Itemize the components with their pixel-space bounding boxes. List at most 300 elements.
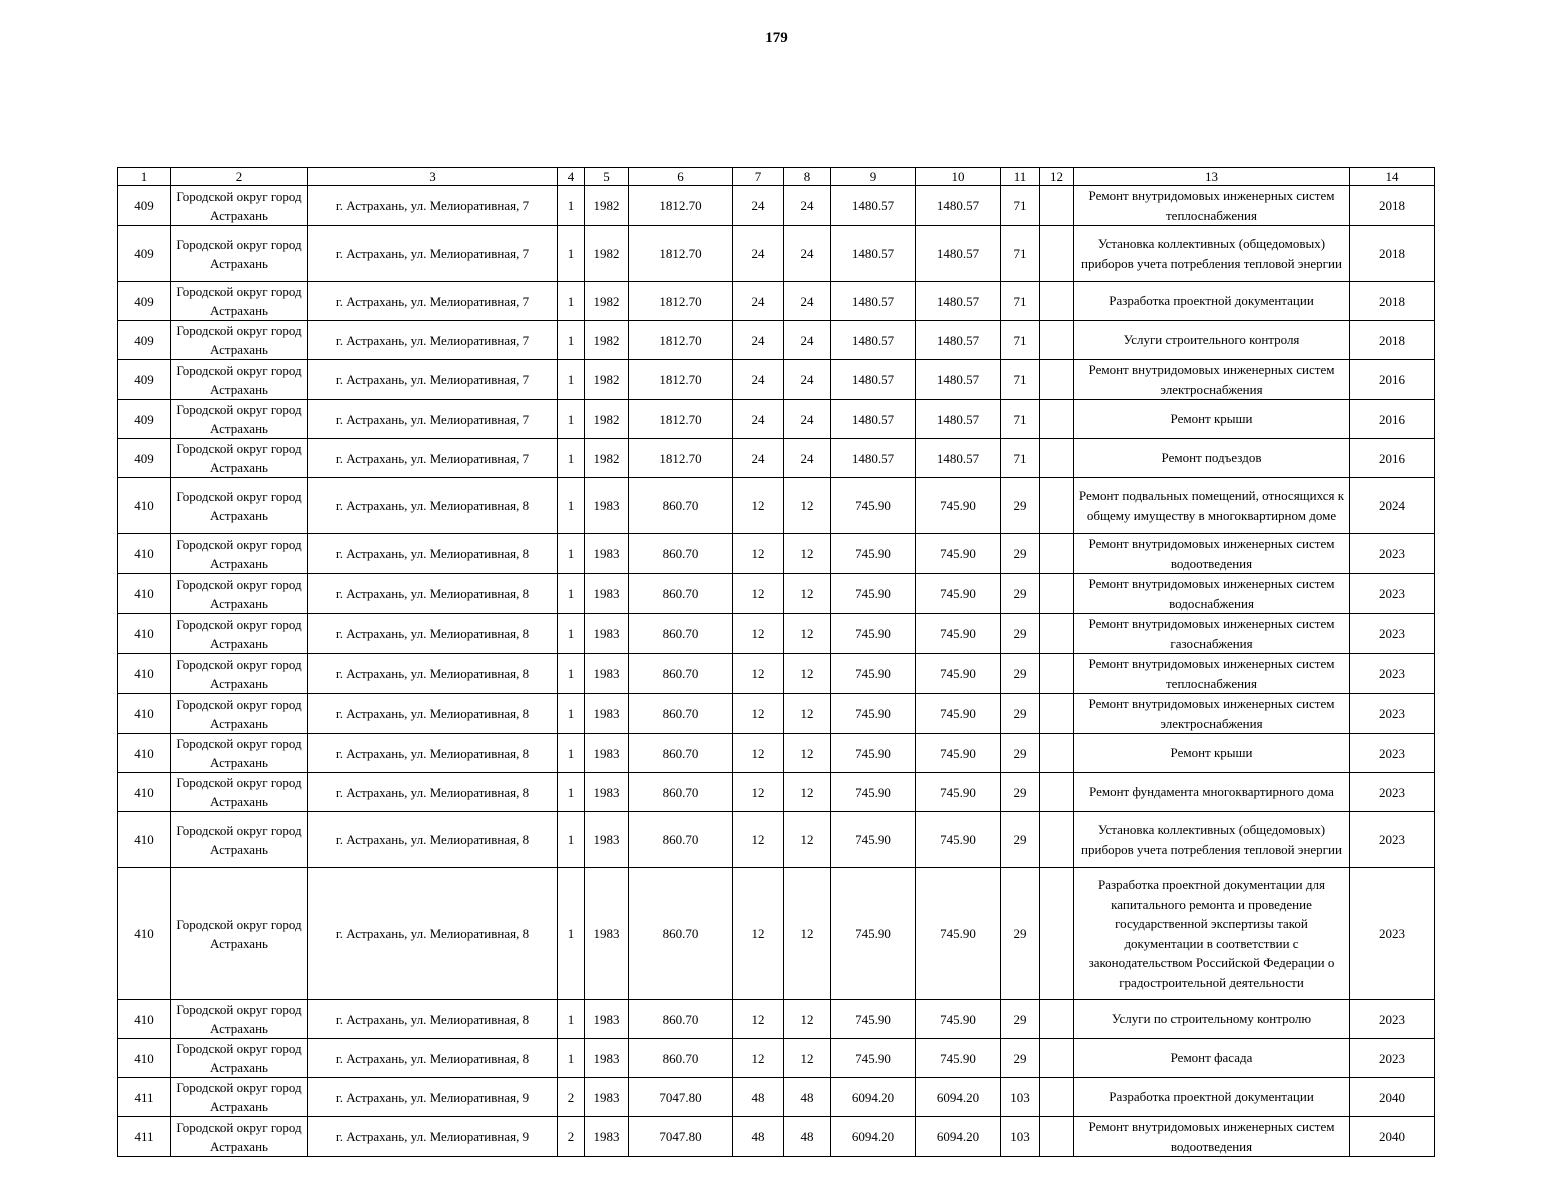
cell-col-14: 2023: [1350, 734, 1435, 773]
cell-col-8: 12: [784, 614, 831, 654]
cell-col-4: 1: [558, 574, 585, 614]
cell-col-9: 1480.57: [831, 226, 916, 282]
cell-col-3: г. Астрахань, ул. Мелиоративная, 8: [308, 574, 558, 614]
column-header-14: 14: [1350, 168, 1435, 186]
cell-col-7: 12: [733, 812, 784, 868]
cell-col-4: 1: [558, 1000, 585, 1039]
column-header-4: 4: [558, 168, 585, 186]
cell-col-12: [1040, 226, 1074, 282]
cell-col-12: [1040, 439, 1074, 478]
cell-col-9: 745.90: [831, 654, 916, 694]
cell-col-8: 24: [784, 360, 831, 400]
cell-col-6: 7047.80: [629, 1078, 733, 1117]
cell-col-12: [1040, 773, 1074, 812]
cell-col-9: 1480.57: [831, 360, 916, 400]
cell-col-11: 29: [1001, 812, 1040, 868]
cell-col-1: 409: [118, 186, 171, 226]
cell-col-6: 1812.70: [629, 186, 733, 226]
cell-col-2: Городской округ город Астрахань: [171, 282, 308, 321]
cell-col-6: 860.70: [629, 868, 733, 1000]
cell-col-8: 24: [784, 400, 831, 439]
cell-col-4: 1: [558, 1039, 585, 1078]
cell-col-1: 410: [118, 812, 171, 868]
cell-col-6: 860.70: [629, 574, 733, 614]
cell-col-6: 860.70: [629, 1039, 733, 1078]
cell-col-6: 860.70: [629, 534, 733, 574]
cell-col-10: 745.90: [916, 654, 1001, 694]
table-row: [118, 226, 1435, 282]
cell-col-11: 71: [1001, 439, 1040, 478]
cell-col-13: Ремонт внутридомовых инженерных систем электроснабжения: [1074, 360, 1350, 400]
column-header-13: 13: [1074, 168, 1350, 186]
cell-col-1: 409: [118, 226, 171, 282]
cell-col-12: [1040, 1039, 1074, 1078]
cell-col-5: 1982: [585, 186, 629, 226]
cell-col-1: 410: [118, 1000, 171, 1039]
cell-col-8: 12: [784, 734, 831, 773]
cell-col-11: 29: [1001, 734, 1040, 773]
cell-col-3: г. Астрахань, ул. Мелиоративная, 8: [308, 773, 558, 812]
cell-col-3: г. Астрахань, ул. Мелиоративная, 8: [308, 654, 558, 694]
cell-col-6: 1812.70: [629, 321, 733, 360]
column-header-7: 7: [733, 168, 784, 186]
cell-col-5: 1983: [585, 478, 629, 534]
cell-col-7: 24: [733, 282, 784, 321]
cell-col-5: 1983: [585, 868, 629, 1000]
cell-col-14: 2018: [1350, 321, 1435, 360]
cell-col-8: 24: [784, 439, 831, 478]
cell-col-12: [1040, 282, 1074, 321]
cell-col-10: 745.90: [916, 1039, 1001, 1078]
cell-col-6: 860.70: [629, 1000, 733, 1039]
cell-col-5: 1983: [585, 534, 629, 574]
cell-col-5: 1983: [585, 734, 629, 773]
cell-col-8: 12: [784, 868, 831, 1000]
cell-col-5: 1982: [585, 226, 629, 282]
cell-col-11: 29: [1001, 694, 1040, 734]
cell-col-10: 1480.57: [916, 400, 1001, 439]
cell-col-11: 29: [1001, 1039, 1040, 1078]
cell-col-10: 745.90: [916, 534, 1001, 574]
cell-col-4: 1: [558, 282, 585, 321]
cell-col-2: Городской округ город Астрахань: [171, 773, 308, 812]
cell-col-8: 24: [784, 282, 831, 321]
cell-col-2: Городской округ город Астрахань: [171, 534, 308, 574]
column-header-2: 2: [171, 168, 308, 186]
cell-col-13: Ремонт подъездов: [1074, 439, 1350, 478]
cell-col-2: Городской округ город Астрахань: [171, 1117, 308, 1157]
cell-col-7: 24: [733, 186, 784, 226]
table-row: [118, 694, 1435, 734]
cell-col-8: 24: [784, 226, 831, 282]
cell-col-13: Разработка проектной документации для капитального ремонта и проведение государственной экспертизы такой документации в соответствии с законодательством Российской Федерации о градостроительной деятельности: [1074, 868, 1350, 1000]
cell-col-1: 409: [118, 400, 171, 439]
cell-col-11: 71: [1001, 282, 1040, 321]
cell-col-14: 2016: [1350, 360, 1435, 400]
table-row: [118, 534, 1435, 574]
cell-col-14: 2023: [1350, 574, 1435, 614]
cell-col-1: 409: [118, 439, 171, 478]
cell-col-11: 29: [1001, 773, 1040, 812]
cell-col-13: Ремонт подвальных помещений, относящихся к общему имуществу в многоквартирном доме: [1074, 478, 1350, 534]
cell-col-11: 29: [1001, 654, 1040, 694]
cell-col-2: Городской округ город Астрахань: [171, 614, 308, 654]
cell-col-14: 2018: [1350, 282, 1435, 321]
cell-col-13: Разработка проектной документации: [1074, 1078, 1350, 1117]
cell-col-4: 1: [558, 654, 585, 694]
cell-col-10: 745.90: [916, 812, 1001, 868]
cell-col-7: 12: [733, 694, 784, 734]
cell-col-5: 1983: [585, 574, 629, 614]
cell-col-1: 411: [118, 1078, 171, 1117]
cell-col-7: 12: [733, 614, 784, 654]
cell-col-12: [1040, 868, 1074, 1000]
cell-col-12: [1040, 574, 1074, 614]
cell-col-9: 745.90: [831, 1000, 916, 1039]
cell-col-6: 860.70: [629, 614, 733, 654]
cell-col-11: 71: [1001, 321, 1040, 360]
table-row: [118, 812, 1435, 868]
cell-col-4: 1: [558, 868, 585, 1000]
cell-col-14: 2023: [1350, 694, 1435, 734]
cell-col-4: 1: [558, 186, 585, 226]
cell-col-13: Разработка проектной документации: [1074, 282, 1350, 321]
cell-col-6: 860.70: [629, 773, 733, 812]
cell-col-5: 1983: [585, 1000, 629, 1039]
cell-col-1: 409: [118, 360, 171, 400]
cell-col-7: 12: [733, 574, 784, 614]
cell-col-1: 409: [118, 282, 171, 321]
cell-col-11: 71: [1001, 186, 1040, 226]
cell-col-12: [1040, 1078, 1074, 1117]
cell-col-3: г. Астрахань, ул. Мелиоративная, 8: [308, 694, 558, 734]
cell-col-9: 745.90: [831, 812, 916, 868]
cell-col-10: 745.90: [916, 614, 1001, 654]
cell-col-14: 2024: [1350, 478, 1435, 534]
cell-col-8: 12: [784, 773, 831, 812]
cell-col-8: 12: [784, 1000, 831, 1039]
cell-col-3: г. Астрахань, ул. Мелиоративная, 7: [308, 186, 558, 226]
cell-col-6: 1812.70: [629, 360, 733, 400]
cell-col-6: 1812.70: [629, 282, 733, 321]
cell-col-9: 745.90: [831, 614, 916, 654]
cell-col-8: 12: [784, 694, 831, 734]
cell-col-5: 1983: [585, 773, 629, 812]
cell-col-13: Ремонт крыши: [1074, 734, 1350, 773]
table-row: [118, 282, 1435, 321]
cell-col-9: 745.90: [831, 1039, 916, 1078]
cell-col-10: 1480.57: [916, 439, 1001, 478]
cell-col-5: 1983: [585, 1039, 629, 1078]
cell-col-13: Ремонт внутридомовых инженерных систем водоотведения: [1074, 534, 1350, 574]
cell-col-5: 1982: [585, 282, 629, 321]
table-row: [118, 734, 1435, 773]
cell-col-8: 12: [784, 812, 831, 868]
cell-col-7: 12: [733, 534, 784, 574]
cell-col-8: 12: [784, 654, 831, 694]
cell-col-1: 410: [118, 534, 171, 574]
cell-col-12: [1040, 1000, 1074, 1039]
cell-col-5: 1982: [585, 439, 629, 478]
cell-col-7: 24: [733, 321, 784, 360]
cell-col-7: 12: [733, 1000, 784, 1039]
cell-col-8: 24: [784, 186, 831, 226]
cell-col-5: 1983: [585, 812, 629, 868]
cell-col-8: 12: [784, 1039, 831, 1078]
cell-col-6: 7047.80: [629, 1117, 733, 1157]
cell-col-3: г. Астрахань, ул. Мелиоративная, 8: [308, 734, 558, 773]
cell-col-6: 860.70: [629, 654, 733, 694]
cell-col-12: [1040, 812, 1074, 868]
cell-col-4: 1: [558, 439, 585, 478]
cell-col-10: 6094.20: [916, 1117, 1001, 1157]
cell-col-13: Услуги строительного контроля: [1074, 321, 1350, 360]
cell-col-10: 745.90: [916, 868, 1001, 1000]
cell-col-10: 745.90: [916, 773, 1001, 812]
cell-col-14: 2023: [1350, 614, 1435, 654]
cell-col-12: [1040, 614, 1074, 654]
cell-col-14: 2018: [1350, 186, 1435, 226]
cell-col-2: Городской округ город Астрахань: [171, 226, 308, 282]
cell-col-13: Ремонт внутридомовых инженерных систем газоснабжения: [1074, 614, 1350, 654]
cell-col-13: Ремонт внутридомовых инженерных систем водоотведения: [1074, 1117, 1350, 1157]
cell-col-2: Городской округ город Астрахань: [171, 400, 308, 439]
cell-col-12: [1040, 321, 1074, 360]
cell-col-1: 411: [118, 1117, 171, 1157]
column-header-10: 10: [916, 168, 1001, 186]
cell-col-4: 1: [558, 360, 585, 400]
cell-col-11: 29: [1001, 868, 1040, 1000]
column-header-11: 11: [1001, 168, 1040, 186]
cell-col-11: 29: [1001, 478, 1040, 534]
cell-col-6: 860.70: [629, 812, 733, 868]
cell-col-10: 1480.57: [916, 321, 1001, 360]
cell-col-13: Ремонт внутридомовых инженерных систем теплоснабжения: [1074, 654, 1350, 694]
cell-col-7: 12: [733, 734, 784, 773]
cell-col-3: г. Астрахань, ул. Мелиоративная, 8: [308, 812, 558, 868]
cell-col-3: г. Астрахань, ул. Мелиоративная, 8: [308, 534, 558, 574]
cell-col-9: 745.90: [831, 773, 916, 812]
cell-col-7: 12: [733, 478, 784, 534]
table-row: [118, 574, 1435, 614]
cell-col-4: 1: [558, 812, 585, 868]
cell-col-1: 410: [118, 574, 171, 614]
cell-col-8: 12: [784, 534, 831, 574]
cell-col-12: [1040, 478, 1074, 534]
cell-col-4: 1: [558, 734, 585, 773]
cell-col-8: 48: [784, 1078, 831, 1117]
cell-col-2: Городской округ город Астрахань: [171, 439, 308, 478]
cell-col-8: 24: [784, 321, 831, 360]
cell-col-6: 1812.70: [629, 400, 733, 439]
cell-col-13: Услуги по строительному контролю: [1074, 1000, 1350, 1039]
cell-col-14: 2018: [1350, 226, 1435, 282]
cell-col-14: 2016: [1350, 439, 1435, 478]
table-row: [118, 1078, 1435, 1117]
cell-col-9: 1480.57: [831, 321, 916, 360]
cell-col-5: 1982: [585, 400, 629, 439]
header-row: [118, 168, 1435, 186]
table-row: [118, 773, 1435, 812]
cell-col-10: 745.90: [916, 574, 1001, 614]
table-row: [118, 439, 1435, 478]
column-header-3: 3: [308, 168, 558, 186]
cell-col-12: [1040, 654, 1074, 694]
cell-col-5: 1983: [585, 614, 629, 654]
cell-col-9: 6094.20: [831, 1078, 916, 1117]
cell-col-4: 1: [558, 478, 585, 534]
table-body: [118, 186, 1435, 1157]
cell-col-4: 2: [558, 1117, 585, 1157]
cell-col-9: 745.90: [831, 478, 916, 534]
capital-repair-table: [117, 167, 1435, 1157]
cell-col-4: 1: [558, 694, 585, 734]
cell-col-2: Городской округ город Астрахань: [171, 478, 308, 534]
cell-col-3: г. Астрахань, ул. Мелиоративная, 7: [308, 439, 558, 478]
cell-col-9: 1480.57: [831, 282, 916, 321]
cell-col-1: 410: [118, 1039, 171, 1078]
cell-col-2: Городской округ город Астрахань: [171, 868, 308, 1000]
cell-col-9: 745.90: [831, 534, 916, 574]
cell-col-5: 1983: [585, 1078, 629, 1117]
cell-col-1: 409: [118, 321, 171, 360]
table-row: [118, 868, 1435, 1000]
cell-col-12: [1040, 186, 1074, 226]
cell-col-6: 860.70: [629, 694, 733, 734]
cell-col-9: 1480.57: [831, 186, 916, 226]
cell-col-5: 1982: [585, 321, 629, 360]
cell-col-3: г. Астрахань, ул. Мелиоративная, 8: [308, 1000, 558, 1039]
cell-col-7: 48: [733, 1078, 784, 1117]
cell-col-1: 410: [118, 868, 171, 1000]
table-row: [118, 360, 1435, 400]
cell-col-1: 410: [118, 694, 171, 734]
cell-col-2: Городской округ город Астрахань: [171, 654, 308, 694]
cell-col-10: 1480.57: [916, 360, 1001, 400]
cell-col-7: 24: [733, 439, 784, 478]
cell-col-4: 1: [558, 226, 585, 282]
cell-col-6: 860.70: [629, 734, 733, 773]
cell-col-11: 71: [1001, 226, 1040, 282]
cell-col-13: Установка коллективных (общедомовых) приборов учета потребления тепловой энергии: [1074, 812, 1350, 868]
cell-col-14: 2040: [1350, 1078, 1435, 1117]
cell-col-9: 745.90: [831, 868, 916, 1000]
cell-col-3: г. Астрахань, ул. Мелиоративная, 8: [308, 614, 558, 654]
cell-col-2: Городской округ город Астрахань: [171, 186, 308, 226]
cell-col-1: 410: [118, 773, 171, 812]
table-row: [118, 1117, 1435, 1157]
cell-col-3: г. Астрахань, ул. Мелиоративная, 7: [308, 360, 558, 400]
cell-col-8: 48: [784, 1117, 831, 1157]
cell-col-2: Городской округ город Астрахань: [171, 812, 308, 868]
cell-col-5: 1983: [585, 654, 629, 694]
table-row: [118, 186, 1435, 226]
cell-col-3: г. Астрахань, ул. Мелиоративная, 9: [308, 1117, 558, 1157]
cell-col-6: 860.70: [629, 478, 733, 534]
cell-col-11: 29: [1001, 574, 1040, 614]
table-row: [118, 321, 1435, 360]
cell-col-1: 410: [118, 734, 171, 773]
cell-col-2: Городской округ город Астрахань: [171, 360, 308, 400]
cell-col-3: г. Астрахань, ул. Мелиоративная, 8: [308, 868, 558, 1000]
cell-col-7: 12: [733, 868, 784, 1000]
cell-col-2: Городской округ город Астрахань: [171, 1039, 308, 1078]
cell-col-11: 103: [1001, 1078, 1040, 1117]
column-header-5: 5: [585, 168, 629, 186]
cell-col-9: 6094.20: [831, 1117, 916, 1157]
cell-col-14: 2023: [1350, 1000, 1435, 1039]
cell-col-11: 71: [1001, 360, 1040, 400]
cell-col-14: 2040: [1350, 1117, 1435, 1157]
cell-col-13: Ремонт внутридомовых инженерных систем теплоснабжения: [1074, 186, 1350, 226]
cell-col-10: 745.90: [916, 694, 1001, 734]
cell-col-10: 1480.57: [916, 226, 1001, 282]
cell-col-10: 1480.57: [916, 282, 1001, 321]
cell-col-3: г. Астрахань, ул. Мелиоративная, 7: [308, 321, 558, 360]
cell-col-13: Ремонт фундамента многоквартирного дома: [1074, 773, 1350, 812]
cell-col-10: 1480.57: [916, 186, 1001, 226]
table-row: [118, 1039, 1435, 1078]
cell-col-4: 2: [558, 1078, 585, 1117]
cell-col-3: г. Астрахань, ул. Мелиоративная, 7: [308, 400, 558, 439]
cell-col-5: 1982: [585, 360, 629, 400]
cell-col-1: 410: [118, 654, 171, 694]
cell-col-7: 24: [733, 360, 784, 400]
cell-col-7: 24: [733, 400, 784, 439]
cell-col-4: 1: [558, 614, 585, 654]
cell-col-10: 745.90: [916, 478, 1001, 534]
cell-col-7: 24: [733, 226, 784, 282]
cell-col-7: 48: [733, 1117, 784, 1157]
cell-col-12: [1040, 734, 1074, 773]
cell-col-4: 1: [558, 400, 585, 439]
cell-col-12: [1040, 360, 1074, 400]
cell-col-6: 1812.70: [629, 226, 733, 282]
page-number: 179: [765, 30, 788, 46]
cell-col-7: 12: [733, 654, 784, 694]
cell-col-9: 745.90: [831, 694, 916, 734]
cell-col-3: г. Астрахань, ул. Мелиоративная, 7: [308, 282, 558, 321]
table-row: [118, 1000, 1435, 1039]
cell-col-9: 1480.57: [831, 400, 916, 439]
cell-col-8: 12: [784, 478, 831, 534]
cell-col-2: Городской округ город Астрахань: [171, 1000, 308, 1039]
cell-col-11: 29: [1001, 1000, 1040, 1039]
cell-col-5: 1983: [585, 1117, 629, 1157]
cell-col-1: 410: [118, 478, 171, 534]
cell-col-14: 2023: [1350, 773, 1435, 812]
cell-col-14: 2023: [1350, 812, 1435, 868]
column-header-1: 1: [118, 168, 171, 186]
cell-col-8: 12: [784, 574, 831, 614]
cell-col-13: Установка коллективных (общедомовых) приборов учета потребления тепловой энергии: [1074, 226, 1350, 282]
cell-col-2: Городской округ город Астрахань: [171, 1078, 308, 1117]
cell-col-1: 410: [118, 614, 171, 654]
cell-col-3: г. Астрахань, ул. Мелиоративная, 8: [308, 478, 558, 534]
cell-col-10: 6094.20: [916, 1078, 1001, 1117]
cell-col-13: Ремонт крыши: [1074, 400, 1350, 439]
table-row: [118, 478, 1435, 534]
cell-col-9: 745.90: [831, 574, 916, 614]
cell-col-7: 12: [733, 773, 784, 812]
cell-col-2: Городской округ город Астрахань: [171, 734, 308, 773]
column-header-6: 6: [629, 168, 733, 186]
column-header-9: 9: [831, 168, 916, 186]
table-row: [118, 400, 1435, 439]
cell-col-14: 2023: [1350, 654, 1435, 694]
cell-col-7: 12: [733, 1039, 784, 1078]
cell-col-11: 29: [1001, 614, 1040, 654]
